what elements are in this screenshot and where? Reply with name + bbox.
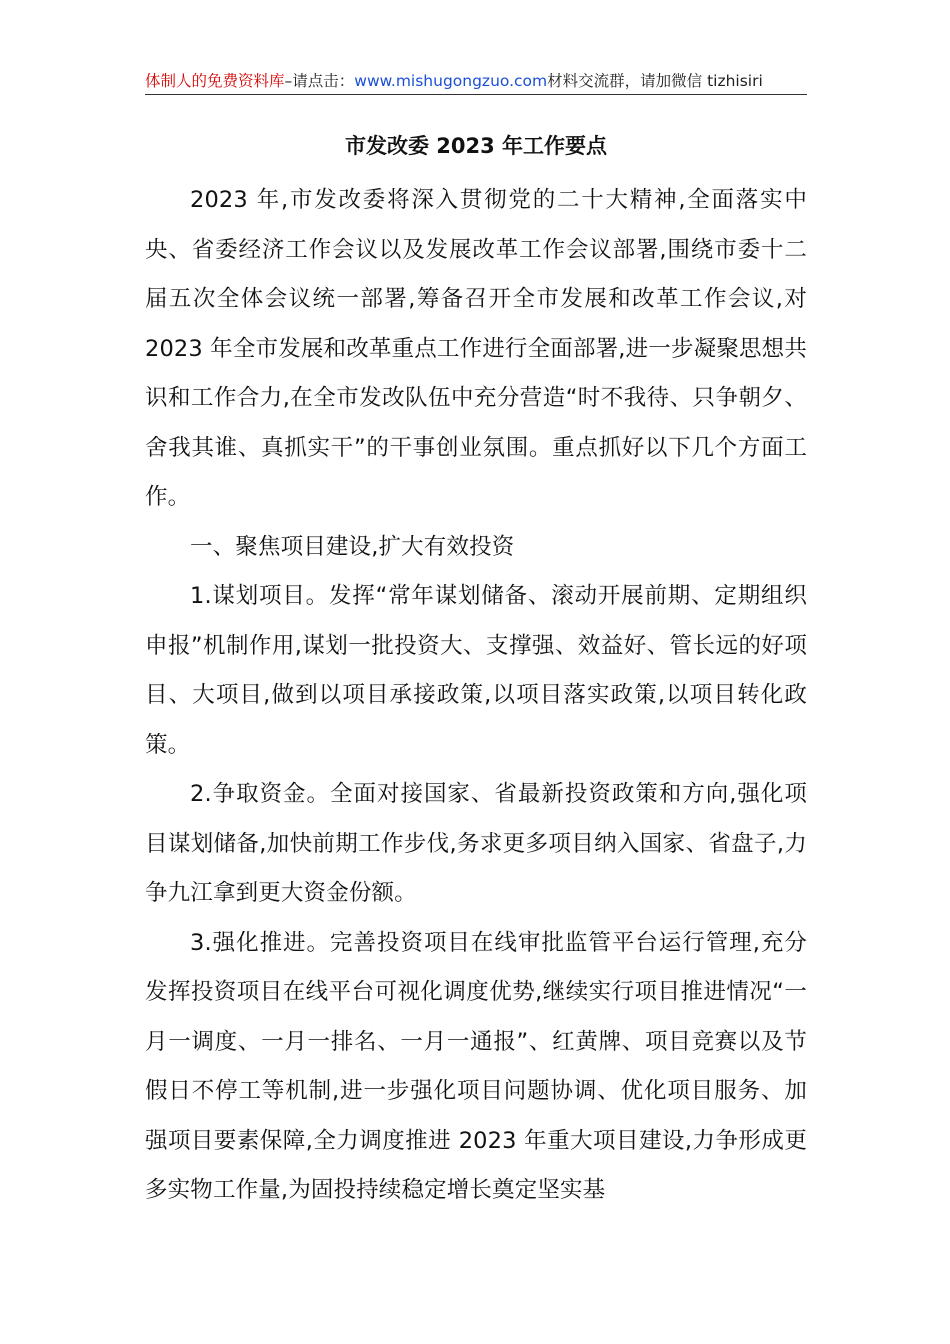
header-click-text: –请点击： [284, 72, 355, 90]
paragraph-intro: 2023 年,市发改委将深入贯彻党的二十大精神,全面落实中央、省委经济工作会议以及发展改革工作会议部署,围绕市委十二届五次全体会议统一部署,筹备召开全市发展和改革工作会议,对 2023 年全市发展和改革重点工作进行全面部署,进一步凝聚思想共识和工作合力,在全市发改队伍中充分营造“时不我待、只争朝夕、舍我其谁、真抓实干”的干事创业氛围。重点抓好以下几个方面工作。 [145, 187, 807, 510]
document-title: 市发改委 2023 年工作要点 [344, 134, 608, 158]
header-brand: 体制人的免费资料库 [145, 72, 285, 90]
header-url-link[interactable]: www.mishugongzuo.com [354, 72, 548, 90]
page-header [145, 68, 807, 95]
section-heading: 一、聚焦项目建设,扩大有效投资 [190, 533, 515, 560]
paragraph-item-2: 2.争取资金。全面对接国家、省最新投资政策和方向,强化项目谋划储备,加快前期工作步伐,务求更多项目纳入国家、省盘子,力争九江拿到更大资金份额。 [145, 781, 807, 906]
paragraph-item-3: 3.强化推进。完善投资项目在线审批监管平台运行管理,充分发挥投资项目在线平台可视化调度优势,继续实行项目推进情况“一月一调度、一月一排名、一月一通报”、红黄牌、项目竞赛以及节假日不停工等机制,进一步强化项目问题协调、优化项目服务、加强项目要素保障,全力调度推进 2023 年重大项目建设,力争形成更多实物工作量,为固投持续稳定增长奠定坚实基 [145, 929, 807, 1203]
paragraph-item-1: 1.谋划项目。发挥“常年谋划储备、滚动开展前期、定期组织申报”机制作用,谋划一批投资大、支撑强、效益好、管长远的好项目、大项目,做到以项目承接政策,以项目落实政策,以项目转化政策。 [145, 583, 807, 758]
header-group-text: 材料交流群，请加微信 tizhisiri [547, 72, 763, 90]
document-body [145, 176, 807, 1216]
